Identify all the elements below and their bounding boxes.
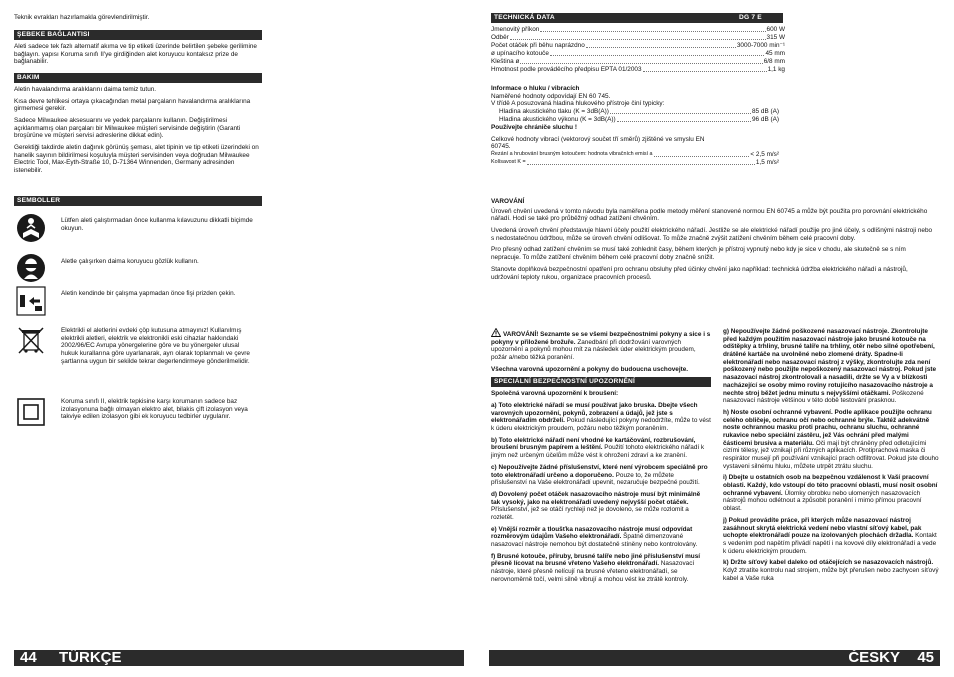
safety-item-i: i) Dbejte u ostatních osob na bezpečnou vzdálenost k Vaší pracovní oblasti. Každý, kdo vstoupí do této pracovní oblasti, musí nosit osobní ochranné vybavení. Úlomky obrobku nebo ulomených nasazovacích nástrojů mohou odlétnout a způsobit poranění i mimo přímou pracovní oblast. [723, 474, 938, 513]
unplug-icon [16, 286, 46, 316]
network-text: Aleti sadece tek fazlı alternatif akıma ve tip etiketi üzerinde belirtilen şebeke gerilimine bağlayın. yapısı Koruma sınıfı II'ye girdiğinden alet koruyucu kontaksız prize de bağlanabilir. [14, 42, 257, 66]
symbol-row-read-manual [14, 213, 262, 253]
page-number-left: 44 [20, 649, 37, 666]
safety-column-2 [723, 328, 939, 586]
tech-row: Jmenovitý příkon 600 W [491, 25, 785, 33]
symbol-row-class-ii [14, 397, 262, 437]
intro-text: Teknik evrakları hazırlamakla görevlendirilmiştir. [14, 14, 150, 21]
safety-item-g: g) Nepoužívejte žádné poškozené nasazovací nástroje. Zkontrolujte před každým použitím nasazovací nástroje jako brusné kotouče na odštěpky a trhliny, brusné talíře na trhliny, otěr nebo silné opotřebení, drátěné kartáče na uvolněné nebo zlomené dráty. Spadne-li elektronářadí nebo nasazovací nástroj z výšky, zkontrolujte zda není poškozený nebo použijte nepoškozený nasazovací nástroj. Pokud jste nasazovací nástroj zkontrolovali a nasadili, držte se Vy a v blízkosti nacházející se osoby mimo roviny rotujícího nasazovacího nástroje a nechte stroj běžet jednu minutu s nejvyššími otáčkami. Poškozené nasazovací nástroje většinou v této době testování prasknou. [723, 328, 937, 405]
maintenance-heading: BAKIM [14, 73, 262, 83]
safety-item-j: j) Pokud provádíte práce, při kterých může nasazovací nástroj zasáhnout skrytá elektrická vedení nebo vlastní síťový kabel, pak uchopte elektronářadí pouze na izolovaných plochách držadla. Kontakt s vedením pod napětím přivádí napětí i na kovové díly elektronářadí a vede k úderu elektrickým proudem. [723, 516, 937, 555]
footer-right [489, 650, 940, 666]
tech-row: Kleština ø 6/8 mm [491, 57, 785, 65]
class-ii-icon [16, 397, 46, 427]
safety-goggles-icon [16, 253, 46, 283]
tech-data-header [491, 13, 783, 23]
vibration-warning-section [491, 198, 937, 285]
noise-section [491, 85, 779, 167]
warning-p1: Úroveň chvění uvedená v tomto návodu byla naměřena podle metody měření stanovené normou EN 60745 a může být použita pro porovnání elektrického nářadí. Hodí se také pro průběžný odhad zatížení chvěním. [491, 207, 928, 223]
grinding-subheading: Společná varovná upozornění k broušení: [491, 390, 619, 398]
maintenance-p1: Aletin havalandırma aralıklarını daima temiz tutun. [14, 85, 157, 93]
symbol-text-class-ii: Koruma sınıfı II, elektrik tepkisine karşı korumanın sadece baz izolasyonuna bağlı olmayan elektro alet, bilakis çift izolasyon veya takviye edilen izolasyon gibi ek koruyucu tedbirler uygulanır. [61, 398, 248, 421]
safety-item-f: f) Brusné kotouče, příruby, brusné talíře nebo jiné příslušenství musí přesně lícovat na brusné vřeteno Vašeho elektronářadí. Nasazovací nástroje, které přesně nelícují na brusné vřeteno elektronářadí, se nerovnoměrně točí, velmi silně vibrují a mohou vést ke ztrátě kontroly. [491, 552, 701, 583]
read-manual-icon [16, 213, 46, 243]
noise-line-1: Naměřené hodnoty odpovídají EN 60 745. [491, 92, 611, 100]
language-label-right: ČESKY [848, 649, 900, 666]
vibration-row-1: Řezání a hrubování brusným kotoučem: hodnota vibračních emisí a < 2,5 m/s² [491, 151, 779, 159]
symbol-text-weee: Elektrikli el aletlerini evdeki çöp kutusuna atmayınız! Kullanılmış elektrikli aletleri, elektrik ve elektronikli eski cihazlar hakkındaki 2002/96/EC Avrupa yönergelerine göre ve bu yönergeler ulusal hukuk kurallarına göre uyarlanarak, ayrı olarak toplanmalı ve çevre şartlarına uygun bir sekilde tekrar degerlendirmeye gönderilmelidir. [61, 327, 250, 365]
tech-row: Počet otáček při běhu naprázdno 3000-7000 min⁻¹ [491, 41, 785, 49]
weee-bin-icon [16, 325, 46, 355]
safety-item-a: a) Toto elektrické nářadí se musí používat jako bruska. Dbejte všech varovných upozornění, pokynů, zobrazení a údajů, jež jste s elektronářadím obdrželi. Pokud následující pokyny nedodržíte, může to vést k úderu elektrickým proudem, požáru nebo těžkým poraněním. [491, 402, 711, 433]
footer-left [14, 650, 464, 666]
maintenance-section [14, 73, 262, 179]
tech-data-section [491, 13, 783, 74]
symbol-text-unplug: Aletin kendinde bir çalışma yapmadan önce fişi prizden çekin. [61, 290, 236, 297]
tech-row: Hmotnost podle prováděcího předpisu EPTA 01/2003 1,1 kg [491, 65, 785, 73]
maintenance-p4: Gerektiği takdirde aletin dağınık görünüş şeması, alet tipinin ve tip etiketi üzerindeki on hanelik sayının bildirilmesi koşuluyla müşteri servisinden veya doğrudan Milwaukee Electric Tool, Max-Eyth-Straße 10, D-71364 Winnenden, Germany adresinden istenebilir. [14, 144, 259, 175]
symbol-text-read-manual: Lütfen aleti çalıştırmadan önce kullanma kılavuzunu dikkatli biçimde okuyun. [61, 217, 253, 232]
symbols-section [14, 196, 262, 206]
safety-item-b: b) Toto elektrické nářadí není vhodné ke kartáčování, rozbrušování, broušení brusným papírem a leštění. Použití tohoto elektrického nářadí k jiným než určeným účelům může vést k ohrožení zdraví a ke zranění. [491, 436, 705, 460]
general-warning: VAROVÁNÍ! Seznamte se se všemi bezpečnostními pokyny a sice i s pokyny v přiložené brožuře. Zanedbání při dodržování varovných upozornění a pokynů mohou mít za následek úder elektrickým proudem, požár a/nebo těžká poranění. [491, 328, 711, 362]
symbol-row-unplug [14, 286, 262, 326]
tech-row: ø upínacího kotouče 45 mm [491, 49, 785, 57]
noise-pressure-row: Hladina akustického tlaku (K = 3dB(A)) 85 dB (A) [499, 108, 779, 116]
tech-data-heading: TECHNICKÁ DATA [494, 14, 555, 21]
safety-column-1 [491, 328, 711, 587]
maintenance-p2: Kısa devre tehlikesi ortaya çıkacağından metal parçaların havalandırma aralıklarına girmemesi gerekir. [14, 97, 251, 113]
vibration-row-2: Kolísavost K = 1,5 m/s² [491, 159, 779, 167]
safety-item-k: k) Držte síťový kabel daleko od otáčejících se nasazovacích nástrojů. Když ztratíte kontrolu nad strojem, může být přerušen nebo zachycen síťový kabel a Vaše ruka [723, 559, 939, 582]
symbol-text-goggles: Aletle çalışırken daima koruyucu gözlük kullanın. [61, 258, 199, 265]
maintenance-p3: Sadece Milwaukee aksesuarını ve yedek parçalarını kullanın. Değiştirilmesi açıklanmamış olan parçaları bir Milwaukee müşteri servisinde değiştirin (Garanti broşürüne ve müşteri servisi adreslerine dikkat edin). [14, 116, 241, 140]
page-number-right: 45 [917, 649, 934, 666]
warning-p3: Pro přesný odhad zatížení chvěním se musí také zohlednit časy, během kterých je přístroj vypnutý nebo kdy je sice v chodu, ale skutečně se s ním nepracuje. To může zatížení chvěním během celé pracovní doby značně snížit. [491, 246, 906, 262]
warning-p2: Uvedená úroveň chvění představuje hlavní účely použití elektrického nářadí. Jestliže se ale elektrické nářadí použije pro jiné účely, s odlišnými nástroji nebo s nedostatečnou údržbou, může se úroveň chvění odlišovat. To může značně zvýšit zatížení chvěním během celé pracovní doby. [491, 227, 933, 242]
keep-instructions: Všechna varovná upozornění a pokyny do budoucna uschovejte. [491, 365, 689, 373]
warning-p4: Stanovte doplňková bezpečnostní opatření pro ochranu obsluhy před účinky chvění jako například: technická údržba elektrického nářadí a nástrojů, udržování teploty rukou, organizace pracovních procesů. [491, 265, 908, 281]
safety-item-h: h) Noste osobní ochranné vybavení. Podle aplikace použijte ochranu celého obličeje, ochranu očí nebo ochranné brýle. Taktéž adekvátně noste ochrannou masku proti prachu, ochranu sluchu, ochranné rukavice nebo speciální zástěru, jež Vás ochrání před malými částicemi brusiva a materiálu. Oči mají být chráněny před odletujícími cizími tělesy, jež vznikají při různých aplikacích. Protiprachová maska či respirátor musejí při používání vznikající prach odfiltrovat. Pokud jste dlouho vystaveni silnému hluku, můžete utrpět ztrátu sluchu. [723, 408, 939, 470]
network-section [14, 30, 262, 70]
warning-triangle-icon [491, 328, 501, 337]
right-page [477, 0, 954, 677]
ear-protection: Používejte chrániče sluchu ! [491, 124, 577, 132]
special-safety-heading: SPECIÁLNÍ BEZPEČNOSTNÍ UPOZORNĚNÍ [491, 377, 711, 387]
tech-row: Odběr 315 W [491, 33, 785, 41]
noise-power-row: Hladina akustického výkonu (K = 3dB(A)) 96 dB (A) [499, 116, 779, 124]
tech-data-model: DG 7 E [739, 14, 762, 21]
symbols-heading: SEMBOLLER [14, 196, 262, 206]
symbol-row-weee [14, 325, 262, 385]
safety-item-d: d) Dovolený počet otáček nasazovacího nástroje musí být minimálně tak vysoký, jako na elektronářadí uvedený nejvyšší počet otáček. Příslušenství, jež se otáčí rychleji než je dovoleno, se může rozlomit a rozletět. [491, 490, 701, 521]
noise-line-2: V třídě A posuzovaná hladina hlukového přístroje činí typicky: [491, 100, 665, 108]
safety-item-e: e) Vnější rozměr a tloušťka nasazovacího nástroje musí odpovídat rozměrovým údajům Vašeho elektronářadí. Špatně dimenzované nasazovací nástroje nemohou být dostatečně stíněny nebo kontrolovány. [491, 525, 698, 549]
warning-title: VAROVÁNÍ [491, 198, 525, 205]
vibration-text: Celkové hodnoty vibrací (vektorový součet tří směrů) zjištěné ve smyslu EN 60745. [491, 135, 705, 151]
noise-title: Informace o hluku / vibracích [491, 85, 580, 92]
network-heading: ŞEBEKE BAĞLANTISI [14, 30, 262, 40]
safety-item-c: c) Nepoužívejte žádné příslušenství, které není výrobcem speciálně pro toto elektronářadí určeno a doporučeno. Pouze to, že můžete příslušenství na Vaše elektronářadí upevnit, nezaručuje bezpečné použití. [491, 463, 708, 487]
language-label-left: TÜRKÇE [59, 649, 122, 666]
